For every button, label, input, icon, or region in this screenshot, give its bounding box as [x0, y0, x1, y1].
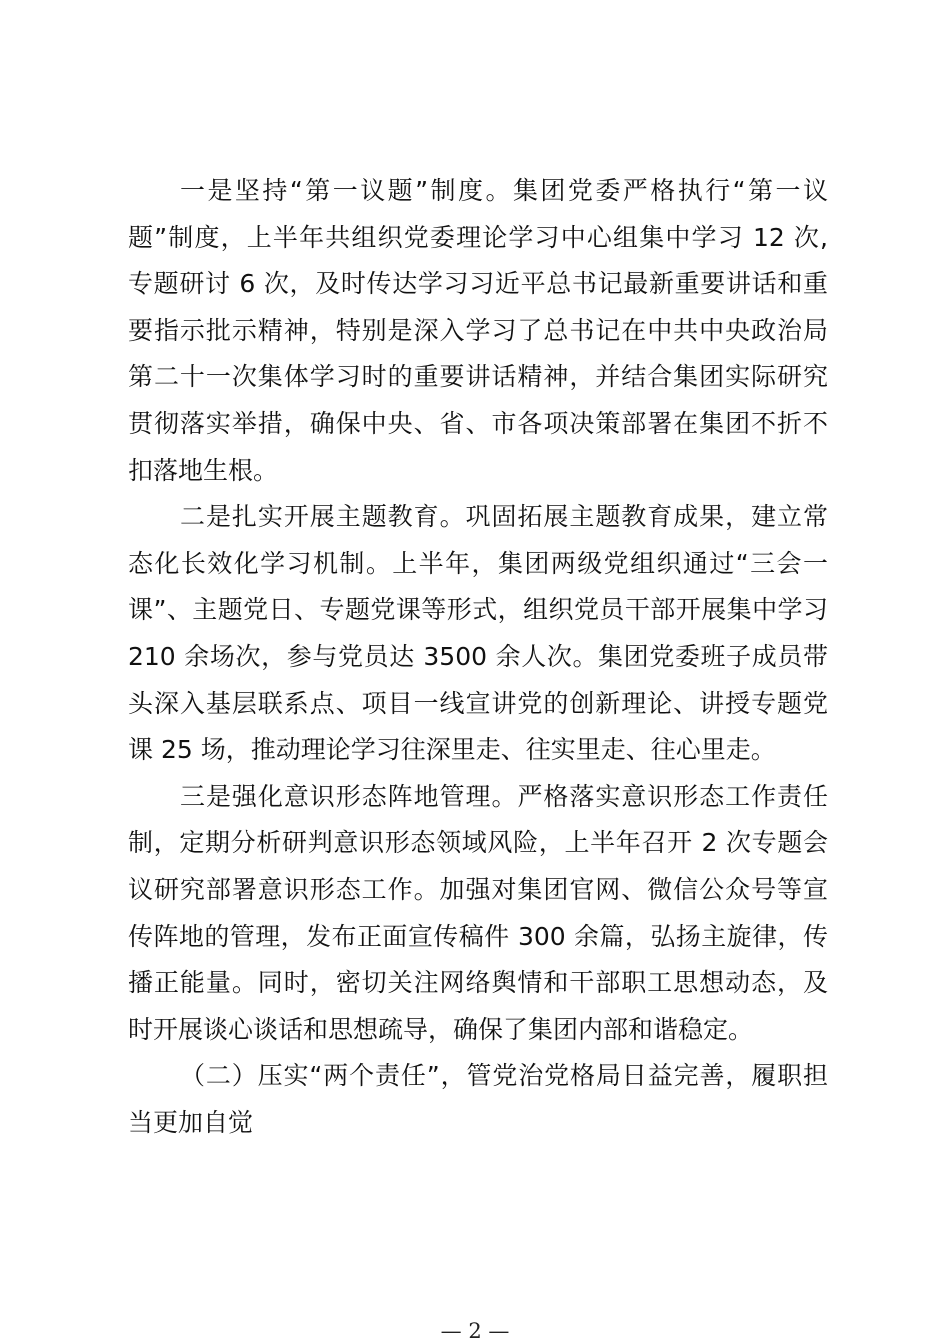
text-line: 议研究部署意识形态工作。加强对集团官网、微信公众号等宣 [128, 874, 828, 904]
text-line: 210 余场次，参与党员达 3500 余人次。集团党委班子成员带 [128, 641, 828, 671]
text-line: 当更加自觉 [128, 1107, 254, 1137]
text-line: 课”、主题党日、专题党课等形式，组织党员干部开展集中学习 [128, 595, 828, 625]
text-line: 三是强化意识形态阵地管理。严格落实意识形态工作责任 [180, 781, 828, 811]
text-line: 要指示批示精神，特别是深入学习了总书记在中共中央政治局 [128, 315, 828, 345]
text-line: 制，定期分析研判意识形态领域风险，上半年召开 2 次专题会 [128, 828, 828, 858]
text-line: 头深入基层联系点、项目一线宣讲党的创新理论、讲授专题党 [128, 688, 828, 718]
text-line: 播正能量。同时，密切关注网络舆情和干部职工思想动态，及 [128, 968, 828, 998]
text-line: 态化长效化学习机制。上半年，集团两级党组织通过“三会一 [128, 548, 828, 578]
section-heading-two-responsibilities [128, 1053, 828, 1146]
paragraph-study-first-topic [128, 168, 828, 494]
document-body [128, 168, 828, 1146]
page-number: — 2 — [440, 1319, 510, 1343]
text-line: 时开展谈心谈话和思想疏导，确保了集团内部和谐稳定。 [128, 1014, 754, 1044]
text-line: 一是坚持“第一议题”制度。集团党委严格执行“第一议 [180, 176, 828, 205]
text-line: 专题研讨 6 次，及时传达学习习近平总书记最新重要讲话和重 [128, 269, 828, 299]
text-line: 题”制度，上半年共组织党委理论学习中心组集中学习 12 次, [128, 222, 828, 252]
text-line: 贯彻落实举措，确保中央、省、市各项决策部署在集团不折不 [128, 408, 828, 438]
text-line: 传阵地的管理，发布正面宣传稿件 300 余篇，弘扬主旋律，传 [128, 921, 828, 951]
paragraph-theme-education [128, 494, 828, 774]
text-line: 二是扎实开展主题教育。巩固拓展主题教育成果，建立常 [180, 502, 828, 532]
text-line: 第二十一次集体学习时的重要讲话精神，并结合集团实际研究 [128, 362, 828, 392]
text-line: （二）压实“两个责任”，管党治党格局日益完善，履职担 [180, 1061, 828, 1091]
text-line: 课 25 场，推动理论学习往深里走、往实里走、往心里走。 [128, 735, 776, 765]
text-line: 扣落地生根。 [128, 455, 279, 485]
paragraph-ideology-management [128, 774, 828, 1054]
